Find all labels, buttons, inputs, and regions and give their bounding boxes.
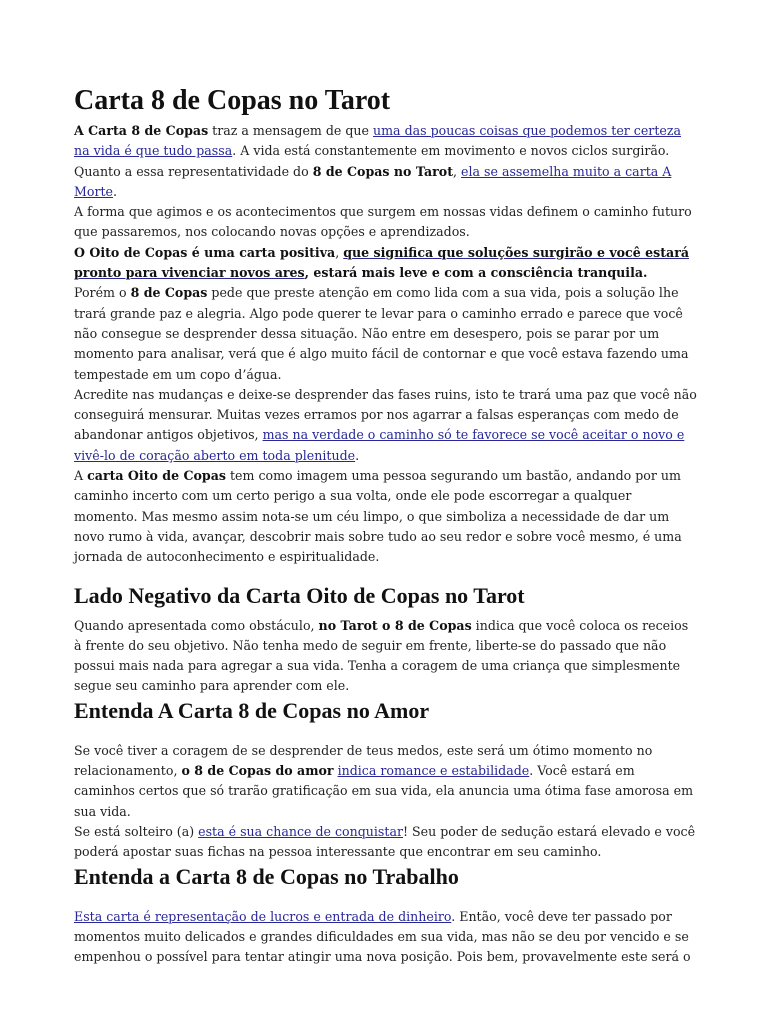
intro-paragraph-3: A forma que agimos e os acontecimentos que surgem em nossas vidas definem o caminho futuro que passaremos, nos colocando novas opções e aprendizados.: [74, 204, 692, 240]
link-tudo-passa[interactable]: uma das poucas coisas que podemos ter certeza na vida é que tudo passa: [74, 123, 681, 159]
link-conquistar[interactable]: esta é sua chance de conquistar: [198, 823, 403, 839]
link-solucoes[interactable]: que significa que soluções surgirão e você estará pronto para vivenciar novos ares: [74, 244, 690, 281]
intro-paragraph-1: A Carta 8 de Copas traz a mensagem de que uma das poucas coisas que podemos ter certeza na vida é que tudo passa. A vida está constantemente em movimento e novos ciclos surgirão.: [74, 123, 681, 159]
bold-text: A Carta 8 de Copas: [74, 123, 209, 138]
intro-paragraph-5: Porém o 8 de Copas pede que preste atenção em como lida com a sua vida, pois a solução lhe trará grande paz e alegria. Algo pode querer te levar para o caminho errado e parece que você não consegue se desprender dessa situação. Não entre em desespero, pois se parar por um momento para analisar, verá que é algo muito fácil de contornar e que você estava fazendo uma tempestade em um copo d’água.: [74, 285, 689, 382]
love-paragraph-2: Se está solteiro (a) esta é sua chance de conquistar! Seu poder de sedução estará elevado e você poderá apostar suas fichas na pessoa interessante que encontrar em seu caminho.: [74, 823, 696, 860]
intro-paragraph-4: O Oito de Copas é uma carta positiva, que significa que soluções surgirão e você estará pronto para vivenciar novos ares, estará mais leve e com a consciência tranquila.: [74, 244, 690, 281]
intro-paragraph-2: Quanto a essa representatividade do 8 de Copas no Tarot, ela se assemelha muito a carta A Morte.: [74, 163, 672, 199]
bold-text: , estará mais leve e com a consciência tranquila.: [304, 265, 648, 281]
page-title: Carta 8 de Copas no Tarot: [74, 85, 391, 116]
bold-text: 8 de Copas: [130, 285, 208, 301]
section-heading-love: Entenda A Carta 8 de Copas no Amor: [74, 697, 430, 723]
document-page: [74, 84, 698, 967]
negative-paragraph: Quando apresentada como obstáculo, no Tarot o 8 de Copas indica que você coloca os receios à frente do seu objetivo. Não tenha medo de seguir em frente, liberte-se do passado que não possui mais nada para agregar a sua vida. Tenha a coragem de uma criança que simplesmente segue seu caminho para aprender com ele.: [74, 617, 689, 694]
work-paragraph-1: Esta carta é representação de lucros e entrada de dinheiro. Então, você deve ter passado por momentos muito delicados e grandes dificuldades em sua vida, mas não se deu por vencido e se empenhou o possível para tentar atingir uma nova posição. Pois bem, provavelmente este será o: [74, 908, 691, 965]
bold-text: carta Oito de Copas: [87, 468, 226, 484]
link-caminho-favorece[interactable]: mas na verdade o caminho só te favorece se você aceitar o novo e vivê-lo de coração aberto em toda plenitude: [74, 427, 685, 463]
intro-paragraph-7: A carta Oito de Copas tem como imagem uma pessoa segurando um bastão, andando por um caminho incerto com um certo perigo a sua volta, onde ele pode escorregar a qualquer momento. Mas mesmo assim nota-se um céu limpo, o que simboliza a necessidade de dar um novo rumo à vida, avançar, descobrir mais sobre tudo ao seu redor e sobre você mesmo, é uma jornada de autoconhecimento e espiritualidade.: [74, 468, 682, 565]
bold-text: O Oito de Copas é uma carta positiva: [74, 244, 336, 260]
link-lucros[interactable]: Esta carta é representação de lucros e entrada de dinheiro: [74, 908, 452, 924]
link-carta-a-morte[interactable]: ela se assemelha muito a carta A Morte: [74, 163, 672, 199]
intro-paragraph-6: Acredite nas mudanças e deixe-se desprender das fases ruins, isto te trará uma paz que você não conseguirá mensurar. Muitas vezes erramos por nos agarrar a falsas esperanças com medo de abandonar antigos objetivos, mas na verdade o caminho só te favorece se você aceitar o novo e vivê-lo de coração aberto em toda plenitude.: [74, 386, 697, 463]
link-romance[interactable]: indica romance e estabilidade: [337, 763, 530, 779]
bold-text: o 8 de Copas do amor: [181, 763, 334, 779]
love-paragraph-1: Se você tiver a coragem de se desprender de teus medos, este será um ótimo momento no relacionamento, o 8 de Copas do amor indica romance e estabilidade. Você estará em caminhos certos que só trarão gratificação em sua vida, ela anuncia uma ótima fase amorosa em sua vida.: [74, 742, 694, 819]
section-heading-work: Entenda a Carta 8 de Copas no Trabalho: [74, 863, 459, 889]
section-heading-negative: Lado Negativo da Carta Oito de Copas no Tarot: [74, 582, 525, 608]
bold-text: no Tarot o 8 de Copas: [318, 617, 472, 633]
bold-text: 8 de Copas no Tarot: [312, 163, 454, 179]
